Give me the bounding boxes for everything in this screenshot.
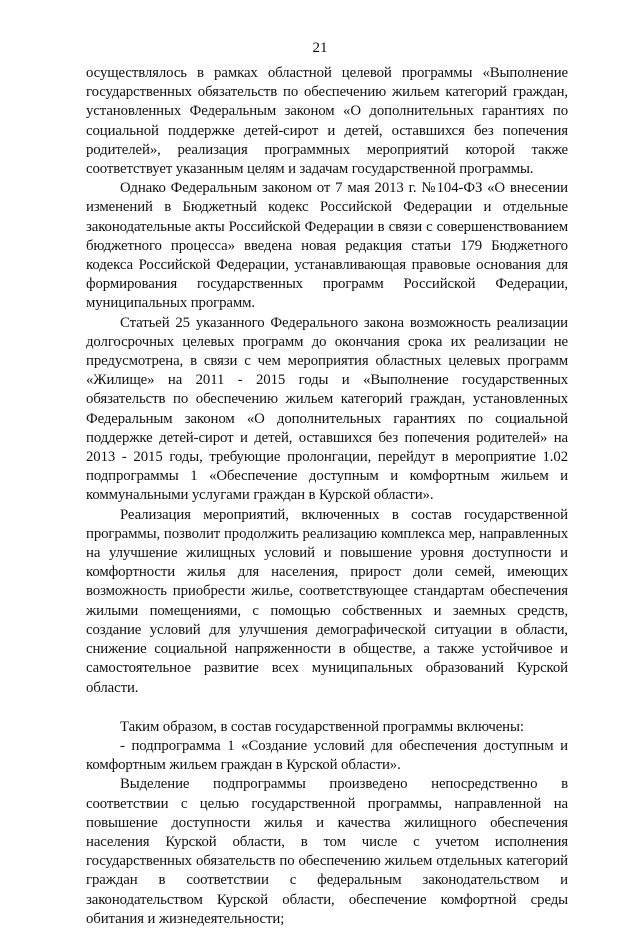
list-item-subprogram-1: - подпрограмма 1 «Создание условий для обеспечения доступным и комфортным жильем граждан в Курской области». [86,737,568,774]
paragraph-subprogram-rationale: Выделение подпрограммы произведено непосредственно в соответствии с целью государственной программы, направленной на повышение доступности жилья и качества жилищного обеспечения населения Курской области, в том числе с учетом исполнения государственных обязательств по обеспечению жильем отдельных категорий граждан в соответствии с федеральным законодательством и законодательством Курской области, обеспечение комфортной среды обитания и жизнедеятельности; [86,776,568,927]
paragraph-implementation: Реализация мероприятий, включенных в состав государственной программы, позволит продолжить реализацию комплекса мер, направленных на улучшение жилищных условий и повышение уровня доступности и комфортности жилья для населения, прирост доли семей, имеющих возможность приобрести жилье, соответствующее стандартам обеспечения жилыми помещениями, с помощью собственных и заемных средств, создание условий для улучшения демографической ситуации в области, снижение социальной напряженности в обществе, а также устойчивое и самостоятельное развитие всех муниципальных образований Курской области. [86,506,568,696]
paragraph-federal-law: Однако Федеральным законом от 7 мая 2013 г. №104-ФЗ «О внесении изменений в Бюджетный кодекс Российской Федерации и отдельные законодательные акты Российской Федерации в связи с совершенствованием бюджетного процесса» введена новая редакция статьи 179 Бюджетного кодекса Российской Федерации, устанавливающая правовые основания для формирования государственных программ Российской Федерации, муниципальных программ. [86,180,568,312]
paragraph-article-25: Статьей 25 указанного Федерального закона возможность реализации долгосрочных целевых программ до окончания срока их реализации не предусмотрена, в связи с чем мероприятия областных целевых программ «Жилище» на 2011 - 2015 годы и «Выполнение государственных обязательств по обеспечению жильем категорий граждан, установленных Федеральным законом «О дополнительных гарантиях по социальной поддержке детей-сирот и детей, оставшихся без попечения родителей» на 2013 - 2015 годы, требующие пролонгации, перейдут в мероприятие 1.02 подпрограммы 1 «Обеспечение доступным и комфортным жильем и коммунальными услугами граждан в Курской области». [86,314,568,504]
paragraph-summary: Таким образом, в состав государственной программы включены: [120,718,524,735]
document-body [86,64,568,929]
paragraph-continuation: осуществлялось в рамках областной целевой программы «Выполнение государственных обязательств по обеспечению жильем категорий граждан, установленных Федеральным законом «О дополнительных гарантиях по социальной поддержке детей-сирот и детей, оставшихся без попечения родителей», реализация программных мероприятий которой также соответствует указанным целям и задачам государственной программы. [86,65,568,178]
page-number: 21 [312,40,328,56]
paragraph-spacer [86,698,568,718]
